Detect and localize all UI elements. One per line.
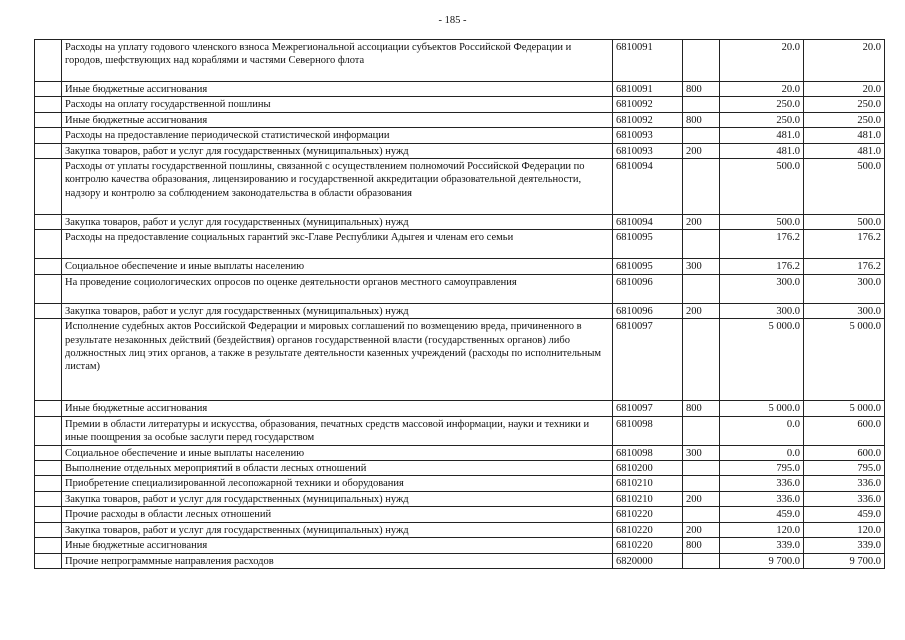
amount-year2-cell: 339.0 (804, 538, 885, 553)
row-blank-cell (35, 159, 62, 215)
expense-type-cell (683, 274, 720, 303)
amount-year1-cell: 336.0 (720, 491, 804, 506)
expense-type-cell: 200 (683, 491, 720, 506)
amount-year2-cell: 20.0 (804, 40, 885, 82)
expense-name-cell: Расходы от уплаты государственной пошлины, связанной с осуществлением полномочий Российской Федерации по контролю качества образования, лицензированию и государственной аккредитации образовательной деятельности, надзору и контролю за соблюдением законодательства в области образования (62, 159, 613, 215)
expense-type-cell: 800 (683, 538, 720, 553)
amount-year2-cell: 481.0 (804, 128, 885, 143)
expense-name-cell: Приобретение специализированной лесопожарной техники и оборудования (62, 476, 613, 491)
expense-name-cell: Расходы на предоставление социальных гарантий экс-Главе Республики Адыгея и членам его семьи (62, 230, 613, 259)
amount-year1-cell: 481.0 (720, 128, 804, 143)
table-row (35, 274, 885, 303)
expense-type-cell (683, 553, 720, 568)
table-row (35, 159, 885, 215)
expense-name-cell: Иные бюджетные ассигнования (62, 82, 613, 97)
row-blank-cell (35, 522, 62, 537)
row-blank-cell (35, 319, 62, 401)
expense-type-cell (683, 128, 720, 143)
expense-name-cell: Иные бюджетные ассигнования (62, 112, 613, 127)
row-blank-cell (35, 128, 62, 143)
target-article-cell: 6810095 (613, 259, 683, 274)
amount-year2-cell: 300.0 (804, 303, 885, 318)
expense-type-cell: 800 (683, 401, 720, 416)
expense-type-cell (683, 97, 720, 112)
budget-table-body (35, 40, 885, 569)
table-row (35, 522, 885, 537)
amount-year2-cell: 5 000.0 (804, 401, 885, 416)
table-row (35, 416, 885, 445)
table-row (35, 461, 885, 476)
expense-type-cell (683, 319, 720, 401)
amount-year1-cell: 250.0 (720, 112, 804, 127)
amount-year1-cell: 250.0 (720, 97, 804, 112)
row-blank-cell (35, 461, 62, 476)
table-row (35, 128, 885, 143)
row-blank-cell (35, 97, 62, 112)
expense-name-cell: Социальное обеспечение и иные выплаты населению (62, 259, 613, 274)
expense-name-cell: Расходы на уплату годового членского взноса Межрегиональной ассоциации субъектов Российской Федерации и городов, шефствующих над кораблями и частями Северного флота (62, 40, 613, 82)
expense-type-cell: 200 (683, 215, 720, 230)
row-blank-cell (35, 230, 62, 259)
amount-year1-cell: 300.0 (720, 274, 804, 303)
row-blank-cell (35, 538, 62, 553)
expense-type-cell (683, 507, 720, 522)
amount-year1-cell: 336.0 (720, 476, 804, 491)
amount-year2-cell: 20.0 (804, 82, 885, 97)
expense-name-cell: Исполнение судебных актов Российской Федерации и мировых соглашений по возмещению вреда, причиненного в результате незаконных действий (бездействия) органов государственной власти (государственных органов) либо должностных лиц этих органов, а также в результате деятельности казенных учреждений (расходы по исполнительным листам) (62, 319, 613, 401)
row-blank-cell (35, 215, 62, 230)
table-row (35, 553, 885, 568)
expense-type-cell: 800 (683, 82, 720, 97)
row-blank-cell (35, 476, 62, 491)
target-article-cell: 6810091 (613, 40, 683, 82)
expense-name-cell: Закупка товаров, работ и услуг для государственных (муниципальных) нужд (62, 522, 613, 537)
expense-name-cell: Прочие непрограммные направления расходов (62, 553, 613, 568)
target-article-cell: 6810097 (613, 401, 683, 416)
expense-name-cell: На проведение социологических опросов по оценке деятельности органов местного самоуправления (62, 274, 613, 303)
amount-year1-cell: 20.0 (720, 82, 804, 97)
target-article-cell: 6820000 (613, 553, 683, 568)
expense-name-cell: Выполнение отдельных мероприятий в области лесных отношений (62, 461, 613, 476)
target-article-cell: 6810096 (613, 274, 683, 303)
table-row (35, 112, 885, 127)
target-article-cell: 6810098 (613, 416, 683, 445)
table-row (35, 259, 885, 274)
expense-type-cell: 200 (683, 522, 720, 537)
table-row (35, 303, 885, 318)
amount-year2-cell: 500.0 (804, 215, 885, 230)
row-blank-cell (35, 401, 62, 416)
row-blank-cell (35, 82, 62, 97)
row-blank-cell (35, 416, 62, 445)
expense-type-cell (683, 461, 720, 476)
amount-year1-cell: 5 000.0 (720, 401, 804, 416)
target-article-cell: 6810210 (613, 491, 683, 506)
row-blank-cell (35, 553, 62, 568)
expense-name-cell: Закупка товаров, работ и услуг для государственных (муниципальных) нужд (62, 303, 613, 318)
expense-name-cell: Закупка товаров, работ и услуг для государственных (муниципальных) нужд (62, 491, 613, 506)
target-article-cell: 6810091 (613, 82, 683, 97)
row-blank-cell (35, 143, 62, 158)
amount-year2-cell: 336.0 (804, 491, 885, 506)
amount-year1-cell: 0.0 (720, 445, 804, 460)
amount-year1-cell: 20.0 (720, 40, 804, 82)
amount-year1-cell: 500.0 (720, 159, 804, 215)
expense-name-cell: Расходы на оплату государственной пошлины (62, 97, 613, 112)
expense-type-cell (683, 230, 720, 259)
target-article-cell: 6810094 (613, 215, 683, 230)
expense-name-cell: Расходы на предоставление периодической статистической информации (62, 128, 613, 143)
amount-year2-cell: 5 000.0 (804, 319, 885, 401)
table-row (35, 476, 885, 491)
expense-type-cell (683, 476, 720, 491)
row-blank-cell (35, 491, 62, 506)
target-article-cell: 6810092 (613, 112, 683, 127)
table-row (35, 82, 885, 97)
amount-year2-cell: 250.0 (804, 112, 885, 127)
expense-type-cell (683, 159, 720, 215)
amount-year2-cell: 500.0 (804, 159, 885, 215)
target-article-cell: 6810092 (613, 97, 683, 112)
table-row (35, 491, 885, 506)
target-article-cell: 6810094 (613, 159, 683, 215)
expense-type-cell: 300 (683, 259, 720, 274)
table-row (35, 230, 885, 259)
page-number: - 185 - (438, 15, 467, 26)
table-row (35, 40, 885, 82)
target-article-cell: 6810093 (613, 143, 683, 158)
row-blank-cell (35, 303, 62, 318)
target-article-cell: 6810096 (613, 303, 683, 318)
amount-year1-cell: 339.0 (720, 538, 804, 553)
amount-year2-cell: 176.2 (804, 230, 885, 259)
expense-name-cell: Премии в области литературы и искусства, образования, печатных средств массовой информации, науки и техники и иные поощрения за особые заслуги перед государством (62, 416, 613, 445)
row-blank-cell (35, 259, 62, 274)
expense-name-cell: Иные бюджетные ассигнования (62, 538, 613, 553)
target-article-cell: 6810098 (613, 445, 683, 460)
expense-type-cell: 200 (683, 143, 720, 158)
target-article-cell: 6810200 (613, 461, 683, 476)
target-article-cell: 6810220 (613, 522, 683, 537)
expense-type-cell (683, 40, 720, 82)
amount-year2-cell: 600.0 (804, 416, 885, 445)
table-row (35, 215, 885, 230)
expense-name-cell: Прочие расходы в области лесных отношений (62, 507, 613, 522)
expense-name-cell: Закупка товаров, работ и услуг для государственных (муниципальных) нужд (62, 143, 613, 158)
row-blank-cell (35, 507, 62, 522)
amount-year2-cell: 459.0 (804, 507, 885, 522)
amount-year2-cell: 120.0 (804, 522, 885, 537)
table-row (35, 97, 885, 112)
expense-name-cell: Социальное обеспечение и иные выплаты населению (62, 445, 613, 460)
table-row (35, 538, 885, 553)
target-article-cell: 6810220 (613, 507, 683, 522)
expense-name-cell: Закупка товаров, работ и услуг для государственных (муниципальных) нужд (62, 215, 613, 230)
table-row (35, 445, 885, 460)
expense-type-cell: 300 (683, 445, 720, 460)
table-row (35, 319, 885, 401)
amount-year1-cell: 459.0 (720, 507, 804, 522)
amount-year2-cell: 600.0 (804, 445, 885, 460)
table-row (35, 143, 885, 158)
row-blank-cell (35, 274, 62, 303)
amount-year2-cell: 795.0 (804, 461, 885, 476)
expense-type-cell: 200 (683, 303, 720, 318)
amount-year1-cell: 0.0 (720, 416, 804, 445)
amount-year1-cell: 500.0 (720, 215, 804, 230)
target-article-cell: 6810095 (613, 230, 683, 259)
amount-year1-cell: 9 700.0 (720, 553, 804, 568)
amount-year1-cell: 120.0 (720, 522, 804, 537)
table-row (35, 507, 885, 522)
amount-year2-cell: 336.0 (804, 476, 885, 491)
target-article-cell: 6810097 (613, 319, 683, 401)
row-blank-cell (35, 112, 62, 127)
amount-year1-cell: 176.2 (720, 230, 804, 259)
expense-name-cell: Иные бюджетные ассигнования (62, 401, 613, 416)
table-row (35, 401, 885, 416)
amount-year2-cell: 250.0 (804, 97, 885, 112)
amount-year2-cell: 300.0 (804, 274, 885, 303)
amount-year2-cell: 481.0 (804, 143, 885, 158)
row-blank-cell (35, 445, 62, 460)
target-article-cell: 6810220 (613, 538, 683, 553)
amount-year1-cell: 795.0 (720, 461, 804, 476)
amount-year1-cell: 300.0 (720, 303, 804, 318)
expense-type-cell (683, 416, 720, 445)
target-article-cell: 6810093 (613, 128, 683, 143)
amount-year2-cell: 9 700.0 (804, 553, 885, 568)
target-article-cell: 6810210 (613, 476, 683, 491)
expense-type-cell: 800 (683, 112, 720, 127)
amount-year2-cell: 176.2 (804, 259, 885, 274)
row-blank-cell (35, 40, 62, 82)
budget-table (34, 39, 885, 569)
amount-year1-cell: 481.0 (720, 143, 804, 158)
amount-year1-cell: 176.2 (720, 259, 804, 274)
amount-year1-cell: 5 000.0 (720, 319, 804, 401)
